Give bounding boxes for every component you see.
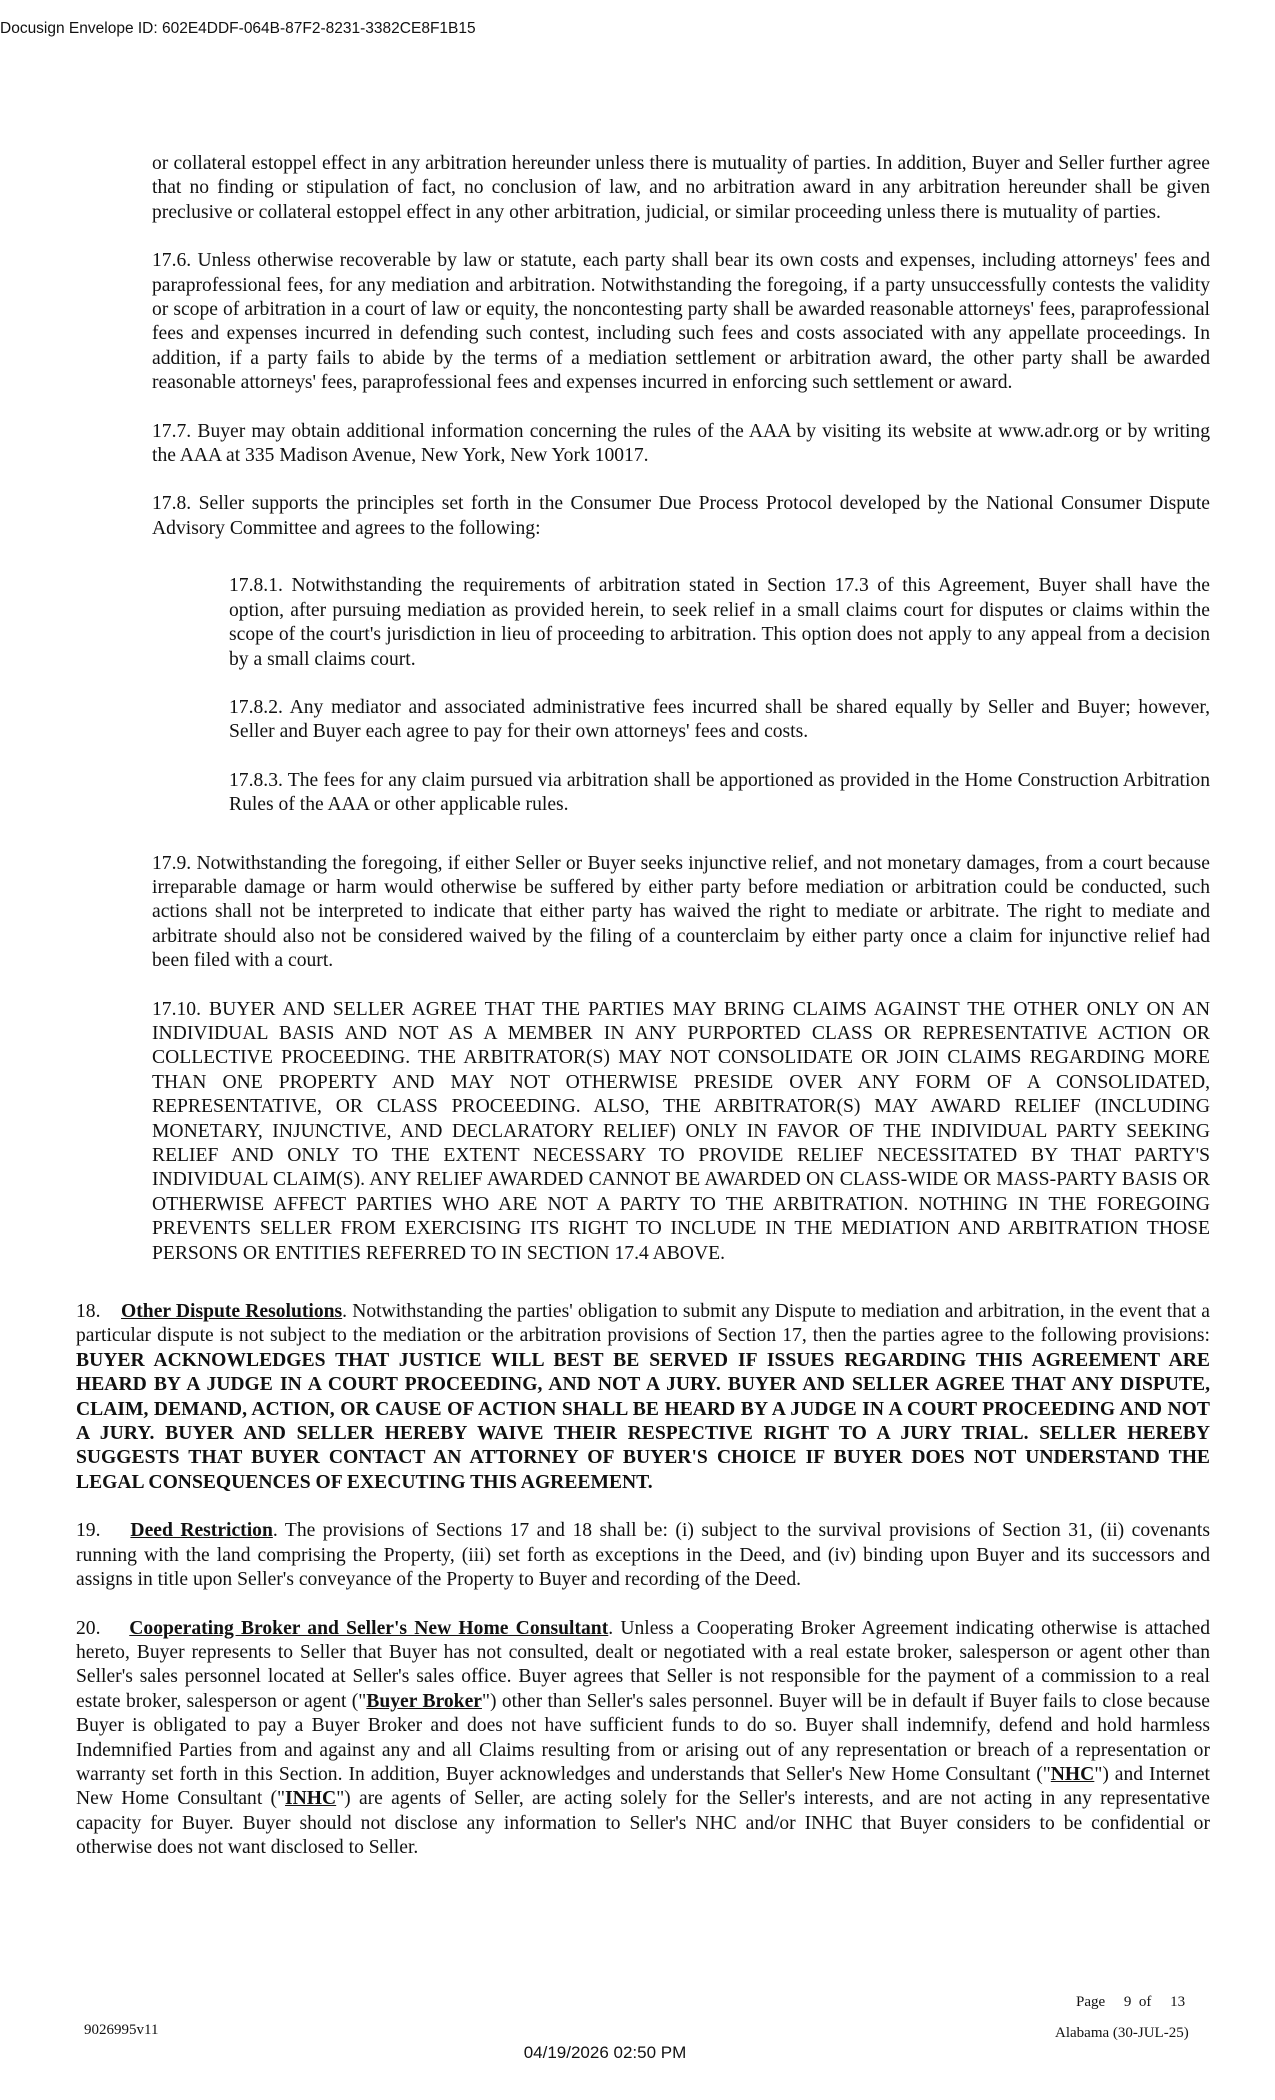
- envelope-id: Docusign Envelope ID: 602E4DDF-064B-87F2-8231-3382CE8F1B15: [0, 20, 476, 37]
- page-label: Page: [1076, 1994, 1106, 2010]
- page-total: 13: [1170, 1994, 1186, 2010]
- section-20-title: Cooperating Broker and Seller's New Home Consultant: [129, 1617, 609, 1639]
- section-18-number: 18.: [76, 1301, 101, 1323]
- term-buyer-broker: Buyer Broker: [366, 1690, 482, 1712]
- section-20-text-c: ") and Internet New Home Consultant (": [76, 1763, 1210, 1810]
- signature-timestamp: 04/19/2026 02:50 PM: [523, 2043, 687, 2062]
- section-19-text: . The provisions of Sections 17 and 18 shall be: (i) subject to the survival provisions of Section 31, (ii) covenants running with the land comprising the Property, (iii) set forth as exceptions in the Deed, and (iv) binding upon Buyer and its successors and assigns in title upon Seller's conveyance of the Property to Buyer and recording of the Deed.: [76, 1520, 1211, 1591]
- section-19: [76, 1519, 1210, 1592]
- section-20-text-a: . Unless a Cooperating Broker Agreement indicating otherwise is attached hereto, Buyer represents to Seller that Buyer has not consulted, dealt or negotiated with a real estate broker, salesperson or agent other than Seller's sales personnel located at Seller's sales office. Buyer agrees that Seller is not responsible for the payment of a commission to a real estate broker, salesperson or agent (": [76, 1617, 1211, 1712]
- paragraph-17-8: 17.8. Seller supports the principles set forth in the Consumer Due Process Protocol developed by the National Consumer Dispute Advisory Committee and agrees to the following:: [152, 493, 1210, 539]
- page-of-label: of: [1138, 1994, 1152, 2010]
- section-18: [76, 1300, 1210, 1495]
- paragraph-17-8-2: 17.8.2. Any mediator and associated administrative fees incurred shall be shared equally by Seller and Buyer; however, Seller and Buyer each agree to pay for their own attorneys' fees and costs.: [229, 696, 1210, 743]
- section-18-jury-waiver: BUYER ACKNOWLEDGES THAT JUSTICE WILL BEST BE SERVED IF ISSUES REGARDING THIS AGREEMENT ARE HEARD BY A JUDGE IN A COURT PROCEEDING, AND NOT A JURY. BUYER AND SELLER AGREE THAT ANY DISPUTE, CLAIM, DEMAND, ACTION, OR CAUSE OF ACTION SHALL BE HEARD BY A JUDGE IN A COURT PROCEEDING AND NOT A JURY. BUYER AND SELLER HEREBY WAIVE THEIR RESPECTIVE RIGHT TO A JURY TRIAL. SELLER HEREBY SUGGESTS THAT BUYER CONTACT AN ATTORNEY OF BUYER'S CHOICE IF BUYER DOES NOT UNDERSTAND THE LEGAL CONSEQUENCES OF EXECUTING THIS AGREEMENT.: [76, 1349, 1210, 1493]
- term-nhc: NHC: [1050, 1763, 1095, 1785]
- section-20-text-b: ") other than Seller's sales personnel. Buyer will be in default if Buyer fails to close because Buyer is obligated to pay a Buyer Broker and does not have sufficient funds to do so. Buyer shall indemnify, defend and hold harmless Indemnified Parties from and against any and all Claims resulting from or arising out of any representation or breach of a representation or warranty set forth in this Section. In addition, Buyer acknowledges and understands that Seller's New Home Consultant (": [76, 1690, 1210, 1785]
- page-number: 9: [1123, 1994, 1132, 2010]
- section-18-text: . Notwithstanding the parties' obligation to submit any Dispute to mediation and arbitration, in the event that a particular dispute is not subject to the mediation or the arbitration provisions of Section 17, then the parties agree to the following provisions:: [76, 1301, 1211, 1347]
- section-18-title: Other Dispute Resolutions: [121, 1301, 343, 1323]
- paragraph-17-8-1: 17.8.1. Notwithstanding the requirements of arbitration stated in Section 17.3 of this Agreement, Buyer shall have the option, after pursuing mediation as provided herein, to seek relief in a small claims court for disputes or claims within the scope of the court's jurisdiction in lieu of proceeding to arbitration. This option does not apply to any appeal from a decision by a small claims court.: [229, 575, 1210, 670]
- paragraph-17-7: 17.7. Buyer may obtain additional information concerning the rules of the AAA by visiting its website at www.adr.org or by writing the AAA at 335 Madison Avenue, New York, New York 10017.: [152, 420, 1210, 467]
- paragraph-17-8-3: 17.8.3. The fees for any claim pursued via arbitration shall be apportioned as provided in the Home Construction Arbitration Rules of the AAA or other applicable rules.: [229, 769, 1210, 816]
- paragraph-17-10: 17.10. BUYER AND SELLER AGREE THAT THE PARTIES MAY BRING CLAIMS AGAINST THE OTHER ONLY ON AN INDIVIDUAL BASIS AND NOT AS A MEMBER IN ANY PURPORTED CLASS OR REPRESENTATIVE ACTION OR COLLECTIVE PROCEEDING. THE ARBITRATOR(S) MAY NOT CONSOLIDATE OR JOIN CLAIMS REGARDING MORE THAN ONE PROPERTY AND MAY NOT OTHERWISE PRESIDE OVER ANY FORM OF A CONSOLIDATED, REPRESENTATIVE, OR CLASS PROCEEDING. ALSO, THE ARBITRATOR(S) MAY AWARD RELIEF (INCLUDING MONETARY, INJUNCTIVE, AND DECLARATORY RELIEF) ONLY IN FAVOR OF THE INDIVIDUAL PARTY SEEKING RELIEF AND ONLY TO THE EXTENT NECESSARY TO PROVIDE RELIEF NECESSITATED BY THAT PARTY'S INDIVIDUAL CLAIM(S). ANY RELIEF AWARDED CANNOT BE AWARDED ON CLASS-WIDE OR MASS-PARTY BASIS OR OTHERWISE AFFECT PARTIES WHO ARE NOT A PARTY TO THE ARBITRATION. NOTHING IN THE FOREGOING PREVENTS SELLER FROM EXERCISING ITS RIGHT TO INCLUDE IN THE MEDIATION AND ARBITRATION THOSE PERSONS OR ENTITIES REFERRED TO IN SECTION 17.4 ABOVE.: [152, 998, 1210, 1264]
- paragraph-continuation: or collateral estoppel effect in any arbitration hereunder unless there is mutuality of parties. In addition, Buyer and Seller further agree that no finding or stipulation of fact, no conclusion of law, and no arbitration award in any arbitration hereunder shall be given preclusive or collateral estoppel effect in any other arbitration, judicial, or similar proceeding unless there is mutuality of parties.: [152, 153, 1210, 223]
- section-20-text-d: ") are agents of Seller, are acting solely for the Seller's interests, and are not acting in any representative capacity for Buyer. Buyer should not disclose any information to Seller's NHC and/or INHC that Buyer considers to be confidential or otherwise does not want disclosed to Seller.: [76, 1788, 1210, 1859]
- term-inhc: INHC: [285, 1788, 337, 1810]
- section-19-number: 19.: [76, 1520, 101, 1542]
- document-version: 9026995v11: [84, 2022, 159, 2038]
- paragraph-17-9: 17.9. Notwithstanding the foregoing, if either Seller or Buyer seeks injunctive relief, and not monetary damages, from a court because irreparable damage or harm would otherwise be suffered by either party before mediation or arbitration could be conducted, such actions shall not be interpreted to indicate that either party has waived the right to mediate or arbitrate. The right to mediate and arbitrate should also not be considered waived by the filing of a counterclaim by either party once a claim for injunctive relief had been filed with a court.: [152, 852, 1210, 972]
- state-form-label: Alabama (30-JUL-25): [1055, 2025, 1189, 2041]
- section-20: [76, 1617, 1210, 1861]
- page-indicator: [1076, 1994, 1185, 2011]
- section-19-title: Deed Restriction: [130, 1520, 273, 1542]
- paragraph-17-6: 17.6. Unless otherwise recoverable by law or statute, each party shall bear its own costs and expenses, including attorneys' fees and paraprofessional fees, for any mediation and arbitration. Notwithstanding the foregoing, if a party unsuccessfully contests the validity or scope of arbitration in a court of law or equity, the noncontesting party shall be awarded reasonable attorneys' fees, paraprofessional fees and expenses incurred in defending such contest, including such fees and costs associated with any appellate proceedings. In addition, if a party fails to abide by the terms of a mediation settlement or arbitration award, the other party shall be awarded reasonable attorneys' fees, paraprofessional fees and expenses incurred in enforcing such settlement or award.: [152, 250, 1210, 394]
- section-20-number: 20.: [76, 1617, 101, 1639]
- document-body: [76, 152, 1211, 1885]
